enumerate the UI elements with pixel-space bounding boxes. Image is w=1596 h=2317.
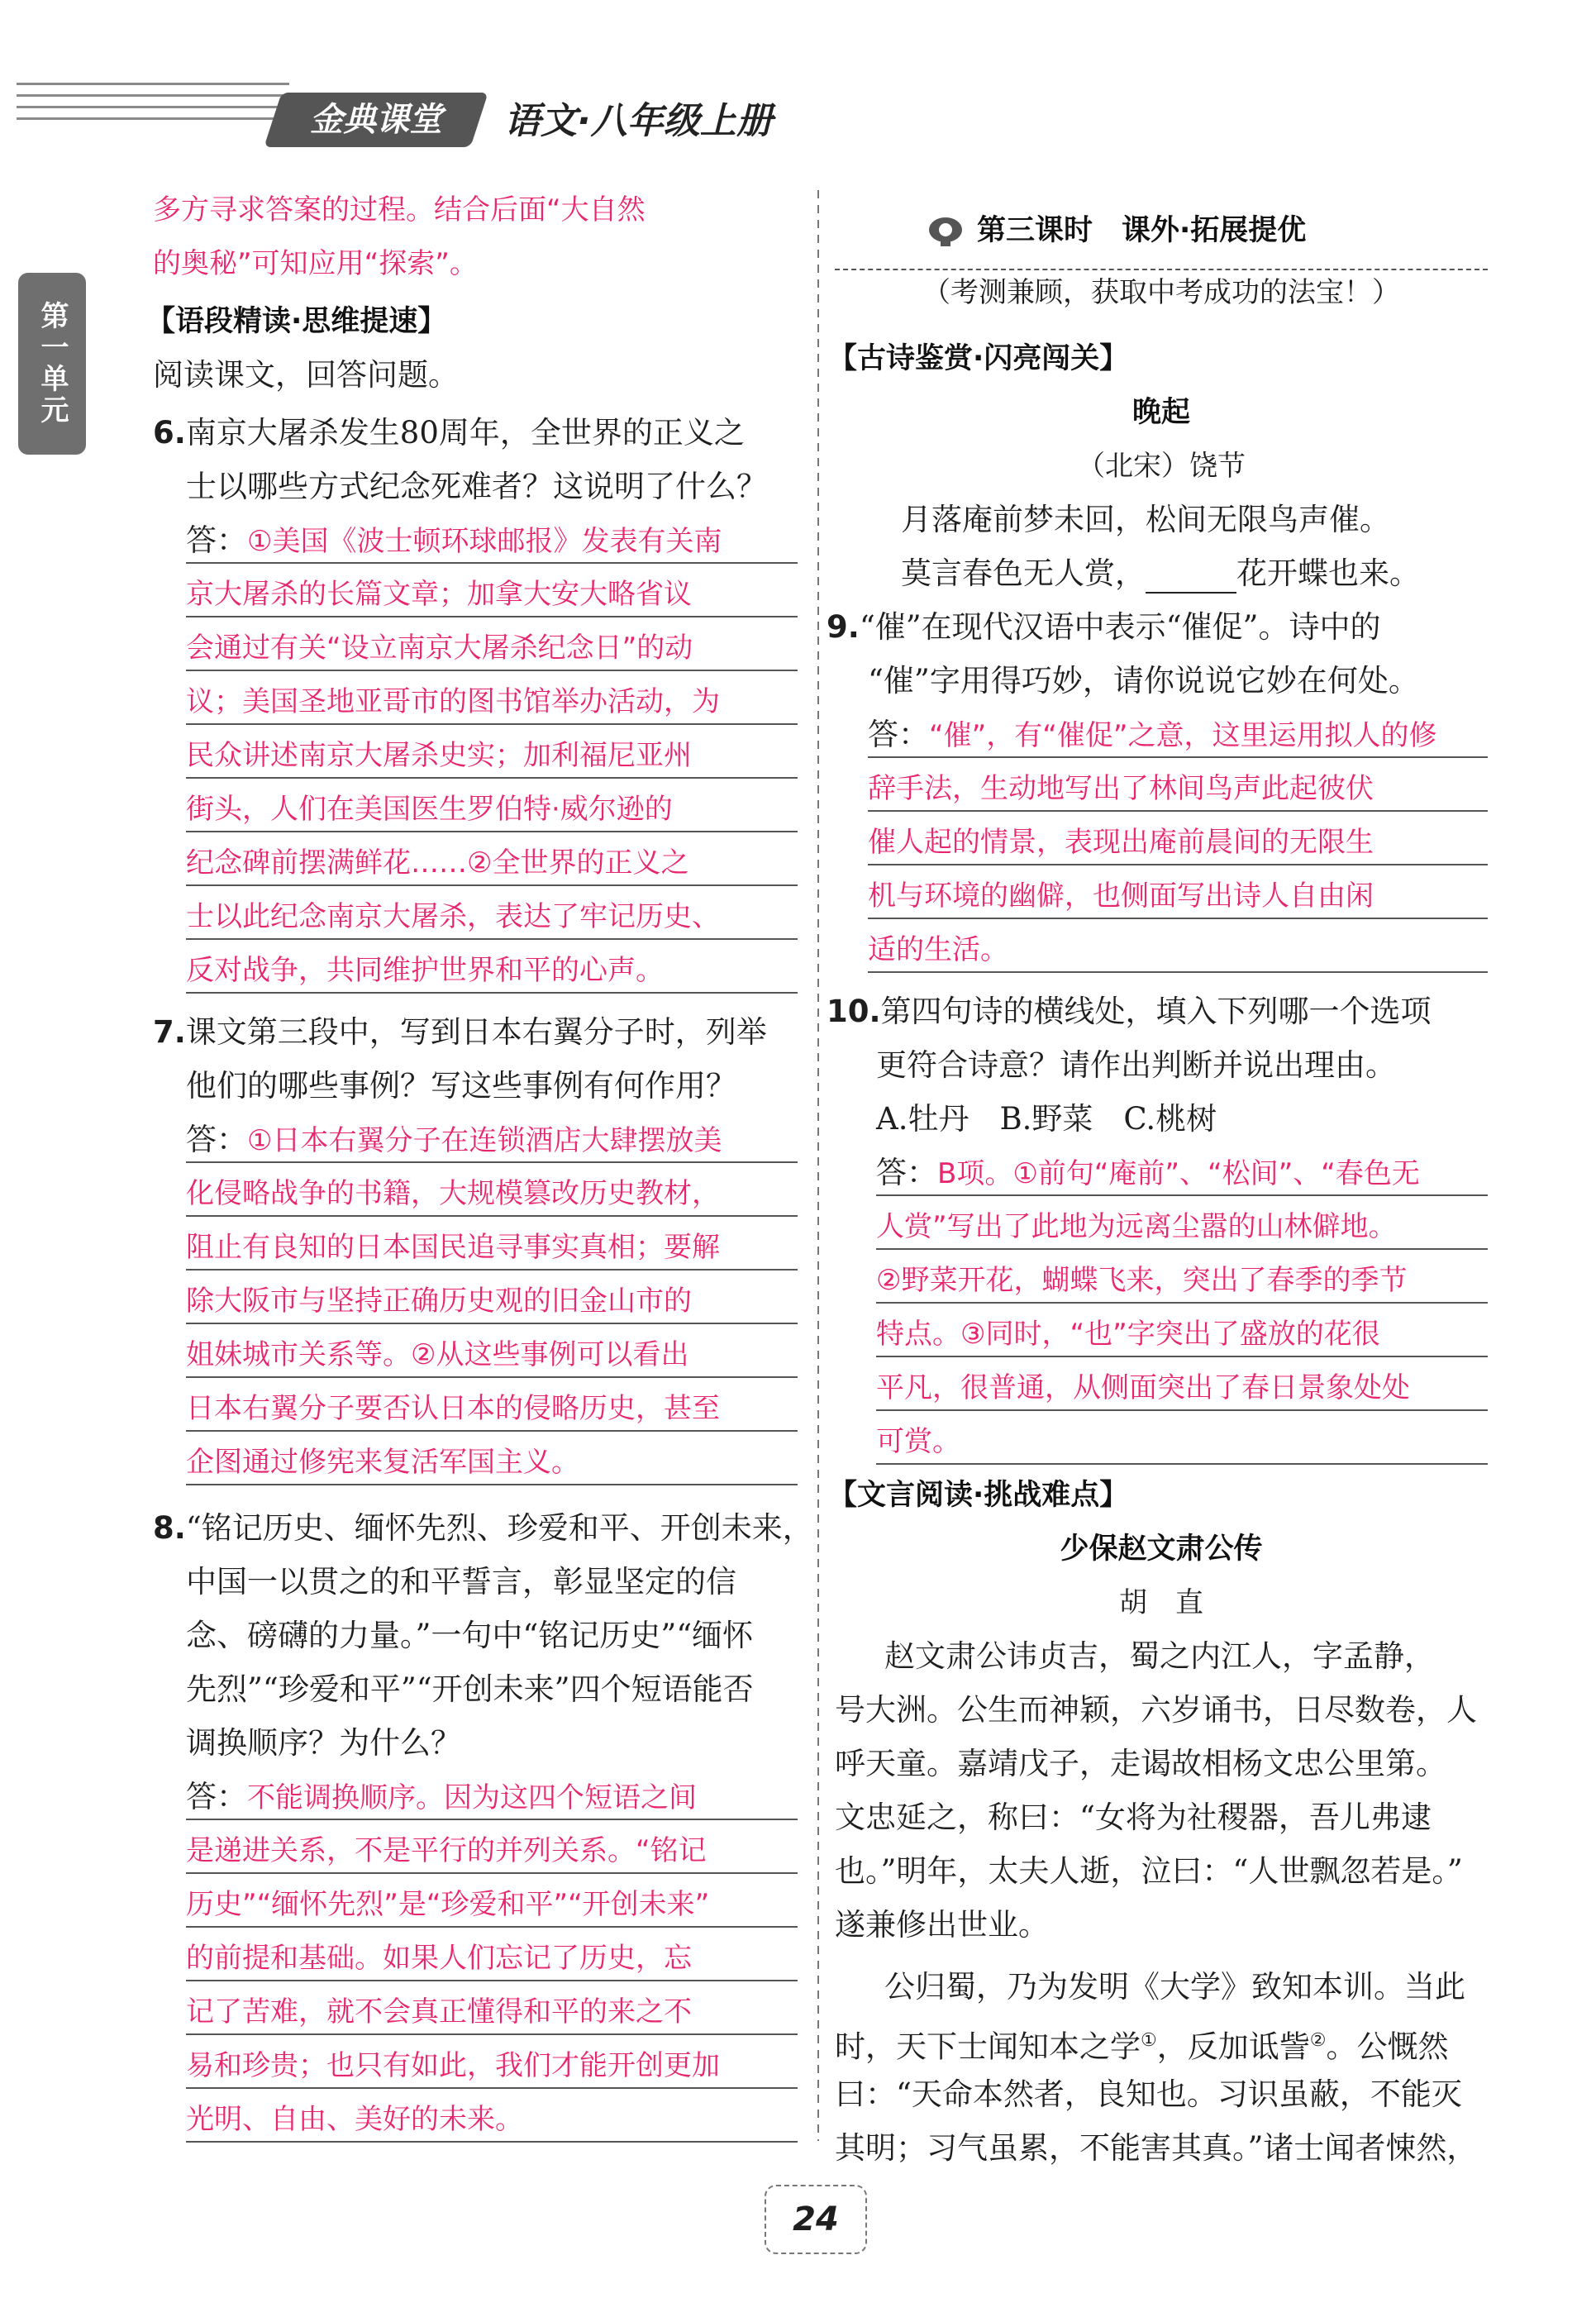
question-text: 士以哪些方式纪念死难者？这说明了什么？ xyxy=(186,469,767,504)
answer-text: 催人起的情景，表现出庵前晨间的无限生 xyxy=(868,826,1374,859)
answer-prefix: 答： xyxy=(876,1155,937,1190)
header-decoration-lines xyxy=(17,83,289,132)
subject-title: 语文·八年级上册 xyxy=(504,100,773,142)
essay-line: 其明；习气虽累，不能害其真。”诸士闻者悚然， xyxy=(835,2130,1478,2166)
column-divider xyxy=(812,190,824,2141)
footnote-marker: ② xyxy=(1309,2030,1327,2051)
essay-line: 呼天童。嘉靖戊子，走谒故相杨文忠公里第。 xyxy=(835,1746,1446,1781)
intro-line: 多方寻求答案的过程。结合后面“大自然 xyxy=(153,193,646,226)
answer-text: 除大阪市与坚持正确历史观的旧金山市的 xyxy=(186,1285,692,1318)
answer-line xyxy=(876,1153,1420,1194)
question-text: “催”在现代汉语中表示“催促”。诗中的 xyxy=(859,609,1381,645)
answer-text: 记了苦难，就不会真正懂得和平的来之不 xyxy=(186,1995,692,2029)
brand-text: 金典课堂 xyxy=(310,101,442,139)
lesson-subtitle: （考测兼顾，获取中考成功的法宝！） xyxy=(922,276,1400,309)
answer-text: 会通过有关“设立南京大屠杀纪念日”的动 xyxy=(186,632,693,665)
answer-text: 历史”“缅怀先烈”是“珍爱和平”“开创未来” xyxy=(186,1888,710,1921)
poem-line: 莫言春色无人赏， 花开蝶也来。 xyxy=(901,554,1420,594)
essay-line: 赵文肃公讳贞吉，蜀之内江人，字孟静， xyxy=(884,1638,1435,1674)
essay-line: 文忠延之，称曰：“女将为社稷器，吾儿弗逮 xyxy=(835,1800,1432,1835)
answer-text: 平凡，很普通，从侧面突出了春日景象处处 xyxy=(876,1371,1410,1404)
section-title: 【文言阅读·挑战难点】 xyxy=(828,1479,1129,1512)
instruction: 阅读课文，回答问题。 xyxy=(153,357,459,393)
question-6 xyxy=(153,413,745,453)
dashed-rule xyxy=(835,269,1488,270)
page-number: 24 xyxy=(765,2185,867,2254)
poem-line: 月落庵前梦未回，松间无限鸟声催。 xyxy=(901,502,1390,537)
essay-line: 遂兼修出世业。 xyxy=(835,1907,1049,1943)
answer-text: 京大屠杀的长篇文章；加拿大安大略省议 xyxy=(186,578,692,611)
footnote-marker: ① xyxy=(1141,2030,1157,2051)
answer-line xyxy=(186,1777,697,1818)
essay-line: 也。”明年，太夫人逝，泣曰：“人世飘忽若是。” xyxy=(835,1853,1463,1889)
lesson-title: 第三课时 课外·拓展提优 xyxy=(926,211,1306,250)
question-10 xyxy=(827,992,1432,1032)
answer-prefix: 答： xyxy=(186,1779,247,1814)
answer-text: 特点。③同时，“也”字突出了盛放的花很 xyxy=(876,1318,1380,1351)
answer-text: ②野菜开花，蝴蝶飞来，突出了春季的季节 xyxy=(876,1264,1408,1297)
intro-line: 的奥秘”可知应用“探索”。 xyxy=(153,247,478,280)
answer-text: ①日本右翼分子在连锁酒店大肆摆放美 xyxy=(247,1124,722,1157)
answer-text: 机与环境的幽僻，也侧面写出诗人自由闲 xyxy=(868,880,1374,913)
question-7 xyxy=(153,1013,767,1052)
unit-tab: 第一单元 xyxy=(18,273,86,455)
question-text: “催”字用得巧妙，请你说说它妙在何处。 xyxy=(868,663,1419,698)
answer-text: B项。①前句“庵前”、“松间”、“春色无 xyxy=(937,1157,1420,1190)
section-title: 【古诗鉴赏·闪亮闯关】 xyxy=(828,342,1129,375)
question-number: 10. xyxy=(827,994,881,1029)
answer-text: 是递进关系，不是平行的并列关系。“铭记 xyxy=(186,1834,707,1867)
answer-text: 民众讲述南京大屠杀史实；加利福尼亚州 xyxy=(186,739,692,772)
answer-text: 士以此纪念南京大屠杀，表达了牢记历史、 xyxy=(186,900,720,933)
question-text: 他们的哪些事例？写这些事例有何作用？ xyxy=(186,1068,736,1104)
question-number: 8. xyxy=(153,1510,186,1546)
question-text: 第四句诗的横线处，填入下列哪一个选项 xyxy=(880,994,1432,1029)
poem-title: 晚起 xyxy=(1131,396,1190,429)
answer-text: 日本右翼分子要否认日本的侵略历史，甚至 xyxy=(186,1392,720,1425)
essay-line: 公归蜀，乃为发明《大学》致知本训。当此 xyxy=(884,1969,1465,2005)
answer-text: 企图通过修宪来复活军国主义。 xyxy=(186,1446,579,1479)
answer-text: ①美国《波士顿环球邮报》发表有关南 xyxy=(247,525,722,558)
essay-line: 曰：“天命本然者，良知也。习识虽蔽，不能灭 xyxy=(835,2076,1462,2112)
answer-prefix: 答： xyxy=(186,522,247,558)
answer-line xyxy=(186,521,798,561)
question-number: 9. xyxy=(827,609,860,645)
blank-line xyxy=(1146,562,1236,594)
question-text: 先烈”“珍爱和平”“开创未来”四个短语能否 xyxy=(186,1671,754,1707)
question-9 xyxy=(827,608,1380,647)
question-number: 6. xyxy=(153,415,186,451)
answer-text: 化侵略战争的书籍，大规模篡改历史教材， xyxy=(186,1177,720,1210)
answer-text: 人赏”写出了此地为远离尘嚣的山林僻地。 xyxy=(876,1210,1397,1243)
question-text: “铭记历史、缅怀先烈、珍爱和平、开创未来， xyxy=(185,1510,813,1546)
answer-text: 易和珍贵；也只有如此，我们才能开创更加 xyxy=(186,2049,720,2082)
essay-author: 胡 直 xyxy=(1119,1586,1203,1619)
answer-text: 街头，人们在美国医生罗伯特·威尔逊的 xyxy=(186,793,673,826)
brand-badge xyxy=(264,93,488,147)
question-text: 中国一以贯之的和平誓言，彰显坚定的信 xyxy=(186,1564,736,1599)
question-text: 南京大屠杀发生80周年，全世界的正义之 xyxy=(185,415,745,451)
answer-text: “催”，有“催促”之意，这里运用拟人的修 xyxy=(929,719,1437,752)
section-title: 【语段精读·思维提速】 xyxy=(146,305,447,338)
answer-line xyxy=(868,715,1436,756)
question-options: A.牡丹 B.野菜 C.桃树 xyxy=(876,1101,1217,1137)
trophy-icon xyxy=(926,215,965,248)
answer-prefix: 答： xyxy=(868,717,929,752)
answer-text: 纪念碑前摆满鲜花……②全世界的正义之 xyxy=(186,846,689,880)
question-text: 更符合诗意？请作出判断并说出理由。 xyxy=(876,1047,1396,1083)
answer-line xyxy=(186,1120,722,1161)
question-text: 念、磅礴的力量。”一句中“铭记历史”“缅怀 xyxy=(186,1618,754,1653)
essay-line: 时，天下士闻知本之学①，反加诋訾②。公慨然 xyxy=(835,2029,1449,2065)
answer-text: 阻止有良知的日本国民追寻事实真相；要解 xyxy=(186,1231,720,1264)
question-text: 调换顺序？为什么？ xyxy=(186,1725,461,1761)
answer-text: 议；美国圣地亚哥市的图书馆举办活动，为 xyxy=(186,685,720,718)
essay-line: 号大洲。公生而神颖，六岁诵书，日尽数卷，人 xyxy=(835,1692,1477,1728)
answer-text: 辞手法，生动地写出了林间鸟声此起彼伏 xyxy=(868,772,1374,805)
poem-author: （北宋）饶节 xyxy=(1077,450,1246,483)
answer-text: 适的生活。 xyxy=(868,933,1008,966)
answer-text: 反对战争，共同维护世界和平的心声。 xyxy=(186,954,664,987)
answer-text: 可赏。 xyxy=(876,1425,960,1458)
answer-text: 的前提和基础。如果人们忘记了历史，忘 xyxy=(186,1942,692,1975)
question-text: 课文第三段中，写到日本右翼分子时，列举 xyxy=(185,1014,767,1050)
question-number: 7. xyxy=(153,1014,186,1050)
essay-title: 少保赵文肃公传 xyxy=(1060,1533,1263,1566)
answer-text: 不能调换顺序。因为这四个短语之间 xyxy=(247,1781,697,1814)
answer-prefix: 答： xyxy=(186,1122,247,1157)
answer-text: 姐妹城市关系等。②从这些事例可以看出 xyxy=(186,1338,689,1371)
question-8 xyxy=(153,1509,813,1548)
answer-text: 光明、自由、美好的未来。 xyxy=(186,2103,523,2136)
